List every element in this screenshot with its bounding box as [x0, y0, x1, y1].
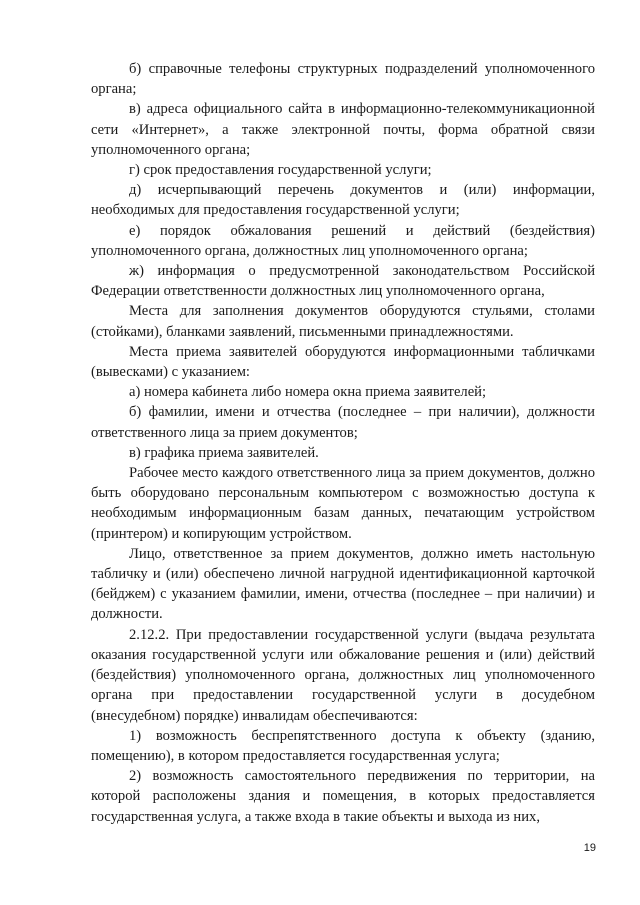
paragraph-2-movement: 2) возможность самостоятельного передвижения по территории, на которой расположены здания и помещения, в которых предоставляется государственная услуга, а также входа в такие объекты и выхода из них,: [91, 768, 595, 825]
page-number: 19: [583, 842, 596, 854]
paragraph-a-cabinet: а) номера кабинета либо номера окна приема заявителей;: [129, 384, 487, 401]
paragraph-filling-places: Места для заполнения документов оборудуются стульями, столами (стойками), бланками заявлений, письменными принадлежностями.: [91, 303, 595, 340]
paragraph-g-term: г) срок предоставления государственной услуги;: [129, 162, 432, 179]
paragraph-v-website: в) адреса официального сайта в информационно-телекоммуникационной сети «Интернет», а также электронной почты, форма обратной связи уполномоченного органа;: [91, 101, 595, 158]
paragraph-reception-places: Места приема заявителей оборудуются информационными табличками (вывесками) с указанием:: [91, 343, 595, 381]
paragraph-badge: Лицо, ответственное за прием документов, должно иметь настольную табличку и (или) обеспечено личной нагрудной идентификационной карточкой (бейджем) с указанием фамилии, имени, отчества (последнее – при наличии) и должности.: [91, 545, 595, 623]
paragraph-workplace: Рабочее место каждого ответственного лица за прием документов, должно быть оборудовано персональным компьютером с возможностью доступа к необходимым информационным базам данных, печатающим устройством (принтером) и копирующим устройством.: [91, 465, 595, 542]
paragraph-zh-liability: ж) информация о предусмотренной законодательством Российской Федерации ответственности должностных лиц уполномоченного органа,: [91, 263, 595, 300]
paragraph-1-access: 1) возможность беспрепятственного доступа к объекту (зданию, помещению), в котором предоставляется государственная услуга;: [91, 727, 595, 764]
paragraph-b-responsible: б) фамилии, имени и отчества (последнее – при наличии), должности ответственного лица за прием документов;: [91, 404, 595, 441]
paragraph-b-phones: б) справочные телефоны структурных подразделений уполномоченного органа;: [91, 61, 595, 98]
paragraph-2-12-2: 2.12.2. При предоставлении государственной услуги (выдача результата оказания государственной услуги или обжалование решения и (или) действий (бездействия) уполномоченного органа, должностных лиц уполномоченного органа при предоставлении государственной услуги в досудебном (внесудебном) порядке) инвалидам обеспечиваются:: [91, 626, 595, 724]
document-body: [91, 59, 595, 827]
paragraph-e-appeal: е) порядок обжалования решений и действий (бездействия) уполномоченного органа, должностных лиц уполномоченного органа;: [91, 222, 595, 259]
paragraph-d-documents: д) исчерпывающий перечень документов и (или) информации, необходимых для предоставления государственной услуги;: [91, 182, 595, 219]
paragraph-v-schedule: в) графика приема заявителей.: [129, 444, 319, 461]
